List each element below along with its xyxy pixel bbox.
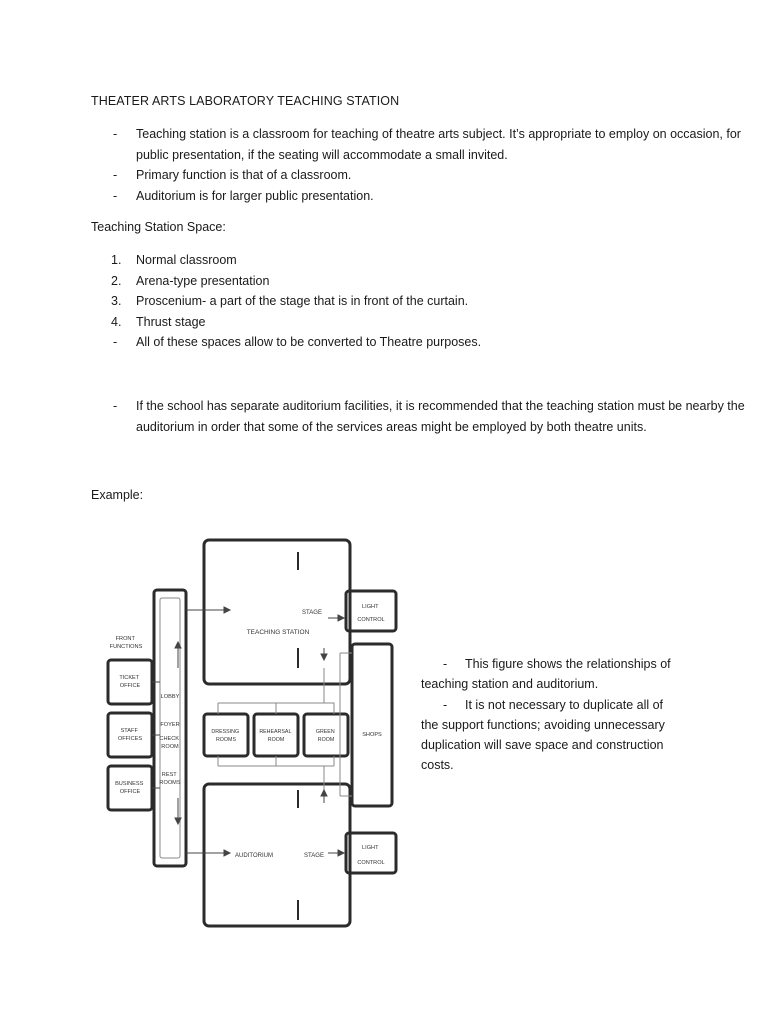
svg-text:REST ROOMS (159, 772, 180, 786)
light-control-top-box (346, 591, 396, 631)
staff-offices-box (108, 713, 152, 757)
list-item (91, 165, 768, 186)
business-label: OFFICE (119, 789, 141, 795)
svg-text:TICKET OFFICE (119, 675, 140, 689)
space-heading: Teaching Station Space: (91, 220, 226, 234)
light-control-top-label: CONTROL (357, 617, 385, 623)
list-item-text: Thrust stage (136, 314, 206, 329)
shops-label: SHOPS (362, 732, 382, 738)
svg-text:LOBBY (161, 694, 180, 700)
space-list (91, 250, 481, 353)
stage-top-label: STAGE (302, 610, 322, 616)
auditorium-note-list (91, 396, 768, 437)
rest-rooms-label: REST (161, 772, 177, 778)
list-item (91, 332, 481, 353)
lobby-label: LOBBY (160, 694, 180, 700)
business-office-box (108, 766, 152, 810)
list-marker: 2. (111, 273, 122, 288)
theater-layout-diagram (88, 528, 408, 934)
rehearsal-room-label: REHEARSAL (259, 729, 292, 735)
figure-note (421, 654, 683, 695)
list-item-text: Arena-type presentation (136, 273, 270, 288)
light-control-bottom-box (346, 833, 396, 873)
figure-note-text: It is not necessary to duplicate all of the support functions; avoiding unnecessary duplication will save space and construction costs. (421, 697, 665, 773)
bullet-marker: - (443, 697, 448, 712)
svg-text:STAFF OFFICES (118, 728, 143, 742)
front-functions-label: FUNCTIONS (109, 644, 143, 650)
list-item-text: Proscenium- a part of the stage that is in front of the curtain. (136, 294, 469, 308)
dressing-rooms-label: ROOMS (215, 737, 237, 743)
auditorium-label: AUDITORIUM (235, 853, 273, 859)
list-item-text: If the school has separate auditorium facilities, it is recommended that the teaching station must be nearby the auditorium in order that some of the services areas might be employed by both theatre units. (136, 399, 745, 434)
list-marker: 1. (111, 253, 122, 267)
svg-text:BUSINESS OFFICE (115, 781, 145, 795)
svg-text:GREEN ROOM (316, 729, 336, 743)
list-item (91, 124, 768, 165)
list-item (91, 271, 481, 292)
lobby-column (154, 590, 186, 866)
staff-label: STAFF (120, 728, 138, 734)
shops-box (352, 644, 392, 806)
svg-text:FOYER (160, 722, 179, 728)
list-item (91, 250, 481, 271)
green-room-label: GREEN (315, 729, 335, 735)
list-marker: 3. (111, 294, 122, 308)
foyer-label: FOYER (160, 722, 180, 728)
list-marker: - (113, 335, 118, 349)
list-item-text: Primary function is that of a classroom. (136, 168, 352, 182)
light-control-bottom-label: LIGHT (362, 845, 379, 851)
rehearsal-room-label: ROOM (267, 737, 285, 743)
svg-text:REHEARSAL ROOM (259, 729, 292, 743)
staff-label: OFFICES (117, 736, 143, 742)
svg-text:DRESSING ROOMS (211, 729, 240, 743)
check-room-label: ROOM (161, 744, 179, 750)
figure-note (421, 695, 683, 776)
dressing-rooms-box (204, 714, 248, 756)
rehearsal-room-box (254, 714, 298, 756)
svg-text:CHECK ROOM (159, 736, 180, 750)
light-control-bottom-label: CONTROL (357, 860, 385, 866)
bullet-marker: - (113, 127, 118, 141)
svg-text:LIGHT CONTROL (357, 604, 384, 623)
list-item-text: Normal classroom (136, 253, 237, 267)
figure-notes (421, 654, 683, 776)
front-functions-label: FRONT (115, 636, 135, 642)
stage-bottom-label: STAGE (304, 853, 324, 859)
check-room-label: CHECK (159, 736, 180, 742)
svg-text:FRONT FUNCTIONS (110, 636, 143, 650)
ticket-office-box (108, 660, 152, 704)
svg-text:LIGHT CONTROL (357, 845, 384, 866)
rest-rooms-label: ROOMS (159, 780, 181, 786)
teaching-station-label: TEACHING STATION (246, 629, 310, 636)
light-control-top-label: LIGHT (362, 604, 379, 610)
list-item-text: Teaching station is a classroom for teaching of theatre arts subject. It’s appropriate to employ on occasion, for public presentation, if the seating will accommodate a small invited. (136, 127, 741, 162)
ticket-label: TICKET (119, 675, 140, 681)
document-title: THEATER ARTS LABORATORY TEACHING STATION (91, 94, 400, 108)
bullet-marker: - (113, 168, 118, 182)
ticket-label: OFFICE (119, 683, 141, 689)
list-item-text: All of these spaces allow to be converted to Theatre purposes. (136, 335, 482, 349)
dressing-rooms-label: DRESSING (211, 729, 240, 735)
example-heading: Example: (91, 488, 144, 502)
list-item-text: Auditorium is for larger public presentation. (136, 188, 374, 203)
bullet-marker: - (113, 188, 118, 203)
list-item (91, 312, 481, 333)
bullet-marker: - (443, 657, 448, 671)
list-item (91, 186, 768, 207)
list-marker: 4. (111, 314, 122, 329)
business-label: BUSINESS (115, 781, 144, 787)
green-room-label: ROOM (317, 737, 335, 743)
bullet-marker: - (113, 399, 118, 413)
list-item (91, 291, 481, 312)
figure-note-text: This figure shows the relationships of teaching station and auditorium. (421, 657, 671, 692)
intro-bullet-list (91, 124, 768, 206)
green-room-box (304, 714, 348, 756)
list-item (91, 396, 768, 437)
